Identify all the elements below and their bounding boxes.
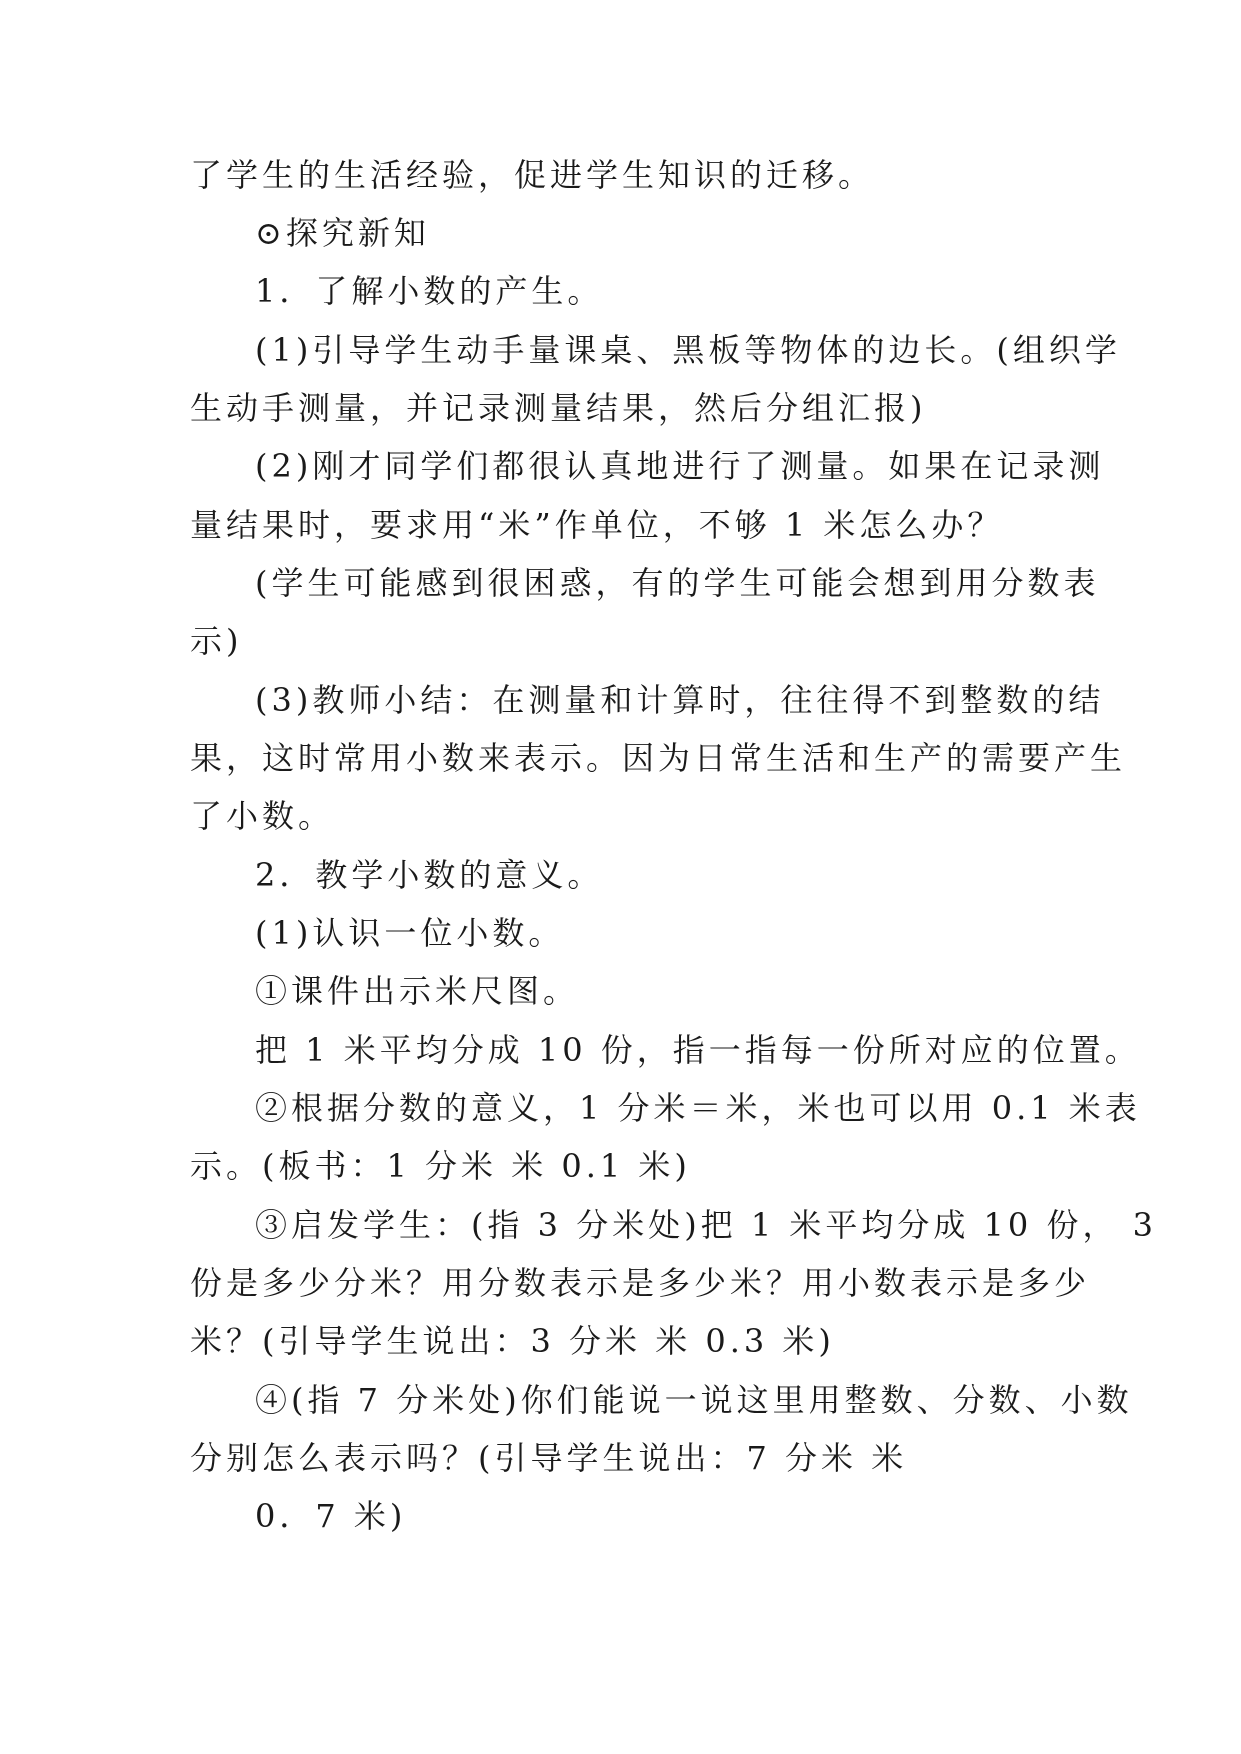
text-line: (2)刚才同学们都很认真地进行了测量。如果在记录测 [255, 447, 1105, 485]
text-line: ②根据分数的意义，1 分米＝米，米也可以用 0.1 米表 [255, 1089, 1141, 1127]
text-line: 量结果时，要求用“米”作单位，不够 1 米怎么办？ [190, 506, 1004, 544]
text-line: 了学生的生活经验，促进学生知识的迁移。 [190, 156, 875, 194]
text-line: ①课件出示米尺图。 [255, 972, 580, 1010]
text-line: (1)引导学生动手量课桌、黑板等物体的边长。(组织学 [255, 331, 1121, 369]
text-line: 份是多少分米？用分数表示是多少米？用小数表示是多少 [190, 1264, 1091, 1302]
text-line: 示) [190, 622, 243, 660]
text-line: ③启发学生：(指 3 分米处)把 1 米平均分成 10 份， 3 [255, 1206, 1157, 1244]
text-line: 分别怎么表示吗？(引导学生说出：7 分米 米 [190, 1439, 908, 1477]
text-line: (1)认识一位小数。 [255, 914, 565, 952]
text-line: 果，这时常用小数来表示。因为日常生活和生产的需要产生 [190, 739, 1127, 777]
text-line: 示。(板书：1 分米 米 0.1 米) [190, 1147, 691, 1185]
subsection-heading: 1．了解小数的产生。 [255, 272, 604, 310]
text-line: 米？(引导学生说出：3 分米 米 0.3 米) [190, 1322, 835, 1360]
text-line: (3)教师小结：在测量和计算时，往往得不到整数的结 [255, 681, 1105, 719]
text-line: ④(指 7 分米处)你们能说一说这里用整数、分数、小数 [255, 1381, 1133, 1419]
text-line: (学生可能感到很困惑，有的学生可能会想到用分数表 [255, 564, 1100, 602]
text-line: 生动手测量，并记录测量结果，然后分组汇报) [190, 389, 927, 427]
text-line: 0．7 米) [255, 1497, 407, 1535]
section-heading: ⊙探究新知 [255, 214, 430, 252]
subsection-heading: 2．教学小数的意义。 [255, 856, 604, 894]
text-line: 把 1 米平均分成 10 份，指一指每一份所对应的位置。 [255, 1031, 1141, 1069]
text-line: 了小数。 [190, 797, 335, 835]
